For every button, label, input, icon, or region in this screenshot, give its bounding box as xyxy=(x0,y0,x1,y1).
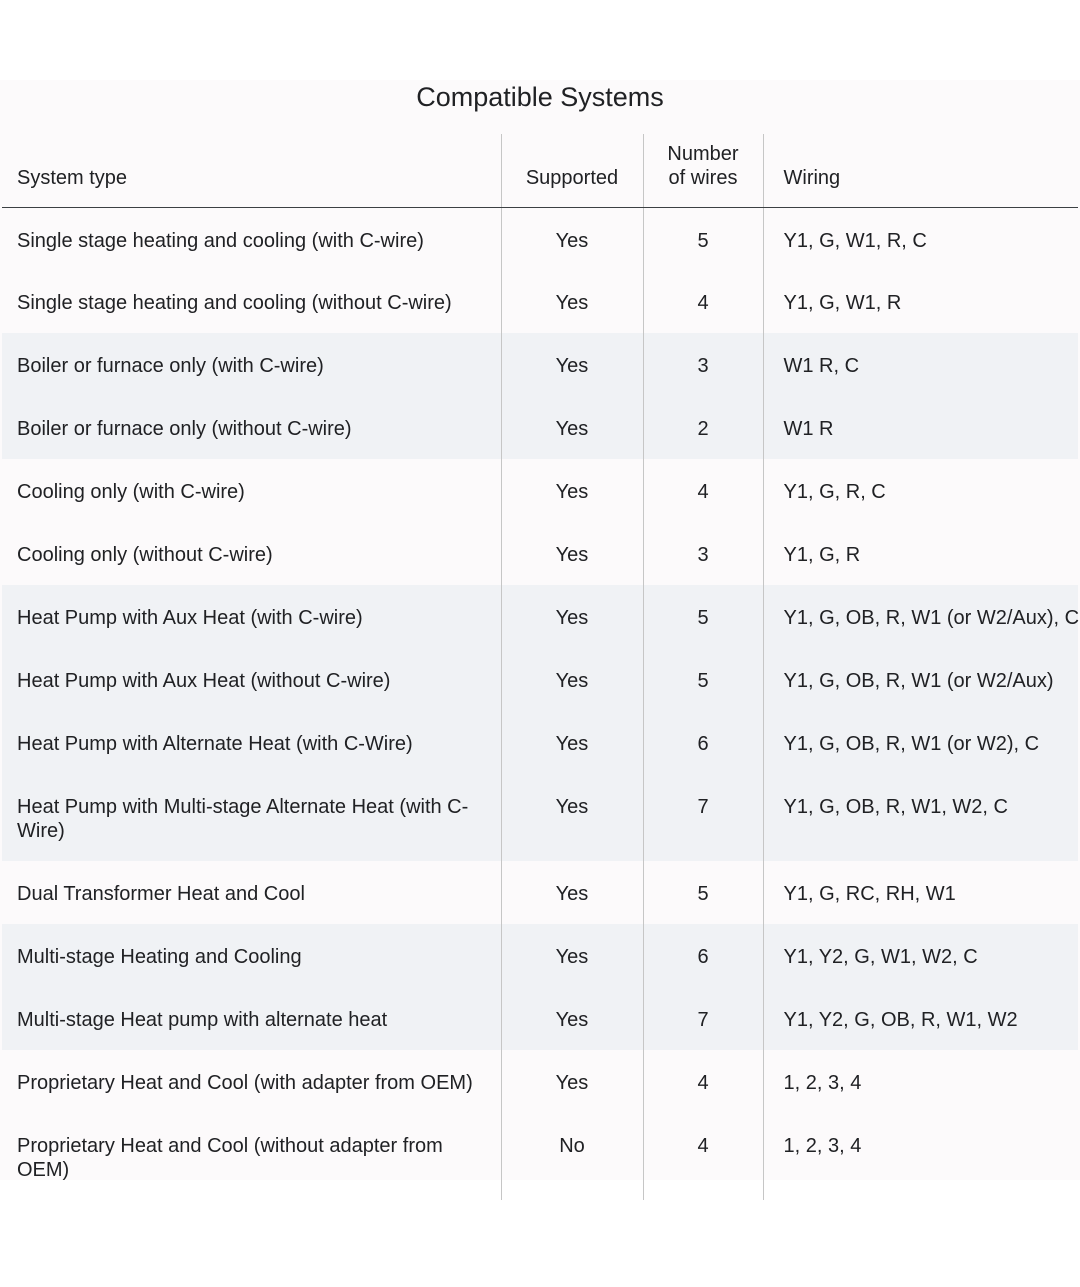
cell-supported: Yes xyxy=(501,1050,643,1113)
cell-wiring: Y1, Y2, G, W1, W2, C xyxy=(763,924,1078,987)
table-row xyxy=(2,711,1078,774)
header-number-of-wires xyxy=(643,134,763,207)
cell-number-of-wires: 5 xyxy=(643,207,763,270)
cell-wiring: 1, 2, 3, 4 xyxy=(763,1050,1078,1113)
cell-number-of-wires: 2 xyxy=(643,396,763,459)
table-row xyxy=(2,861,1078,924)
cell-supported: Yes xyxy=(501,207,643,270)
cell-number-of-wires: 3 xyxy=(643,522,763,585)
cell-supported: No xyxy=(501,1113,643,1200)
cell-system-type: Multi-stage Heating and Cooling xyxy=(2,924,501,987)
header-system-type: System type xyxy=(2,134,501,207)
table-row xyxy=(2,270,1078,333)
table-row xyxy=(2,333,1078,396)
cell-system-type: Boiler or furnace only (without C-wire) xyxy=(2,396,501,459)
header-supported: Supported xyxy=(501,134,643,207)
cell-supported: Yes xyxy=(501,333,643,396)
header-row xyxy=(2,134,1078,207)
cell-wiring: Y1, G, OB, R, W1 (or W2/Aux) xyxy=(763,648,1078,711)
cell-system-type: Cooling only (without C-wire) xyxy=(17,544,273,566)
cell-system-type: Single stage heating and cooling (without C-wire) xyxy=(17,292,452,314)
cell-wiring: 1, 2, 3, 4 xyxy=(763,1113,1078,1200)
cell-supported: Yes xyxy=(501,711,643,774)
table-row xyxy=(2,1050,1078,1113)
cell-supported: Yes xyxy=(501,585,643,648)
cell-wiring: Y1, Y2, G, OB, R, W1, W2 xyxy=(763,987,1078,1050)
cell-supported: Yes xyxy=(501,522,643,585)
cell-system-type: Heat Pump with Alternate Heat (with C-Wire) xyxy=(2,711,501,774)
cell-supported: Yes xyxy=(501,987,643,1050)
table-row xyxy=(2,1113,1078,1200)
table-row xyxy=(2,459,1078,522)
cell-system-type: Proprietary Heat and Cool (without adapter from OEM) xyxy=(17,1135,443,1181)
cell-number-of-wires: 4 xyxy=(643,1050,763,1113)
cell-wiring: Y1, G, OB, R, W1 (or W2/Aux), C xyxy=(763,585,1078,648)
cell-wiring: Y1, G, OB, R, W1, W2, C xyxy=(763,774,1078,861)
cell-system-type: Multi-stage Heat pump with alternate heat xyxy=(2,987,501,1050)
cell-supported: Yes xyxy=(501,270,643,333)
cell-supported: Yes xyxy=(501,861,643,924)
cell-system-type: Cooling only (with C-wire) xyxy=(17,481,245,503)
table-row xyxy=(2,585,1078,648)
cell-number-of-wires: 5 xyxy=(643,861,763,924)
cell-number-of-wires: 5 xyxy=(643,648,763,711)
table-row xyxy=(2,396,1078,459)
cell-wiring: Y1, G, W1, R, C xyxy=(763,207,1078,270)
cell-supported: Yes xyxy=(501,396,643,459)
cell-number-of-wires: 5 xyxy=(643,585,763,648)
cell-system-type: Proprietary Heat and Cool (with adapter from OEM) xyxy=(17,1072,473,1094)
cell-wiring: Y1, G, R, C xyxy=(763,459,1078,522)
table-row xyxy=(2,648,1078,711)
cell-wiring: Y1, G, OB, R, W1 (or W2), C xyxy=(763,711,1078,774)
cell-number-of-wires: 4 xyxy=(643,1113,763,1200)
cell-system-type: Heat Pump with Aux Heat (without C-wire) xyxy=(2,648,501,711)
table-row xyxy=(2,774,1078,861)
cell-system-type: Heat Pump with Multi-stage Alternate Heat (with C-Wire) xyxy=(2,774,501,861)
cell-system-type: Dual Transformer Heat and Cool xyxy=(17,883,305,905)
cell-number-of-wires: 4 xyxy=(643,459,763,522)
table-row xyxy=(2,924,1078,987)
cell-wiring: Y1, G, RC, RH, W1 xyxy=(763,861,1078,924)
cell-system-type: Heat Pump with Aux Heat (with C-wire) xyxy=(2,585,501,648)
header-wiring: Wiring xyxy=(763,134,1078,207)
page-title: Compatible Systems xyxy=(416,82,664,112)
compatible-systems-table xyxy=(2,134,1078,1200)
table-row xyxy=(2,207,1078,270)
cell-supported: Yes xyxy=(501,924,643,987)
cell-system-type: Single stage heating and cooling (with C-wire) xyxy=(17,229,424,252)
cell-wiring: W1 R xyxy=(763,396,1078,459)
cell-supported: Yes xyxy=(501,774,643,861)
cell-wiring: Y1, G, R xyxy=(763,522,1078,585)
cell-supported: Yes xyxy=(501,648,643,711)
header-number-line2: of wires xyxy=(668,166,738,189)
header-number-line1: Number xyxy=(667,142,739,165)
cell-supported: Yes xyxy=(501,459,643,522)
cell-number-of-wires: 7 xyxy=(643,774,763,861)
cell-number-of-wires: 3 xyxy=(643,333,763,396)
cell-number-of-wires: 7 xyxy=(643,987,763,1050)
table-row xyxy=(2,987,1078,1050)
cell-wiring: Y1, G, W1, R xyxy=(763,270,1078,333)
cell-number-of-wires: 6 xyxy=(643,924,763,987)
cell-wiring: W1 R, C xyxy=(763,333,1078,396)
cell-system-type: Boiler or furnace only (with C-wire) xyxy=(2,333,501,396)
table-row xyxy=(2,522,1078,585)
cell-number-of-wires: 6 xyxy=(643,711,763,774)
cell-number-of-wires: 4 xyxy=(643,270,763,333)
